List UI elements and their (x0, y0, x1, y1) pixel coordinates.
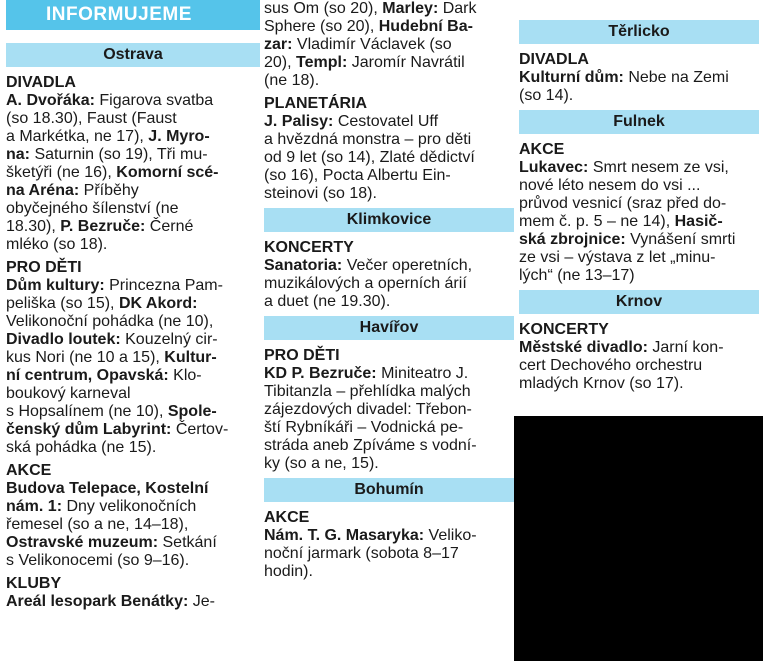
column-1 (6, 0, 260, 611)
city-heading: Havířov (264, 316, 514, 340)
listing-text: A. Dvořáka: Figarova svatba (so 18.30), Faust (Faust a Markétka, ne 17), J. Myro- na: Saturnin (so 19), Tři mu- šketýři (ne 16), Komorní scé- na Aréna: Příběhy obyčejného šílenství (ne 18.30), P. Bezruče: Černé mléko (so 18). (6, 92, 219, 253)
listing-text: Nám. T. G. Masaryka: Veliko- noční jarmark (sobota 8–17 hodin). (264, 527, 477, 580)
section-heading: KLUBY (6, 575, 62, 592)
section-heading: PRO DĚTI (264, 347, 340, 364)
listing-text: Městské divadlo: Jarní kon- cert Dechového orchestru mladých Krnov (so 17). (519, 339, 724, 392)
section-heading: KONCERTY (264, 239, 354, 256)
city-heading: Těrlicko (519, 20, 759, 44)
listing-text: Lukavec: Smrt nesem ze vsi, nové léto nesem do vsi ... průvod vesnicí (sraz před do- mem č. p. 5 – ne 14), Hasič- ská zbrojnice: Vynášení smrti ze vsi – výstava z let „minu- lých“ (ne 13–17) (519, 159, 736, 284)
listing-text: sus Om (so 20), Marley: Dark Sphere (so 20), Hudební Ba- zar: Vladimír Václavek (so 20), Templ: Jaromír Navrátil (ne 18). (264, 0, 477, 89)
col1-content (6, 43, 260, 611)
listing-text: Budova Telepace, Kostelní nám. 1: Dny velikonočních řemesel (so a ne, 14–18), Ostravské muzeum: Setkání s Velikonocemi (so 9–16). (6, 480, 217, 569)
black-area (514, 416, 763, 661)
col2-content (264, 0, 514, 581)
city-heading: Klimkovice (264, 208, 514, 232)
section-heading: KONCERTY (519, 321, 609, 338)
section-heading: AKCE (6, 462, 52, 479)
listing-text: Sanatoria: Večer operetních, muzikálových a operních árií a duet (ne 19.30). (264, 257, 473, 310)
section-heading: DIVADLA (6, 74, 76, 91)
city-heading: Fulnek (519, 110, 759, 134)
section-heading: DIVADLA (519, 51, 589, 68)
col3-content (519, 20, 759, 393)
listing-text: Areál lesopark Benátky: Je- (6, 593, 215, 610)
section-heading: PLANETÁRIA (264, 95, 368, 112)
listing-text: Kulturní dům: Nebe na Zemi (so 14). (519, 69, 729, 104)
listing-text: KD P. Bezruče: Miniteatro J. Tibitanzla – přehlídka malých zájezdových divadel: Třebon- ští Rybníkáři – Vodnická pe- stráda aneb Zpíváme s vodní- ky (so a ne, 15). (264, 365, 477, 472)
listing-text: J. Palisy: Cestovatel Uff a hvězdná monstra – pro děti od 9 let (so 14), Zlaté dědictví (so 16), Pocta Albertu Ein- steinovi (so 18). (264, 113, 475, 202)
listing-text: Dům kultury: Princezna Pam- peliška (so 15), DK Akord: Velikonoční pohádka (ne 10), Divadlo loutek: Kouzelný cir- kus Nori (ne 10 a 15), Kultur- ní centrum, Opavská: Klo- boukový karneval s Hopsalínem (ne 10), Spole- čenský dům Labyrint: Čertov- ská pohádka (ne 15). (6, 277, 229, 456)
city-heading: Krnov (519, 290, 759, 314)
section-heading: AKCE (264, 509, 310, 526)
city-heading: Bohumín (264, 478, 514, 502)
section-heading: PRO DĚTI (6, 259, 82, 276)
section-banner: INFORMUJEME (6, 0, 260, 30)
column-2 (264, 0, 514, 581)
column-3 (519, 0, 759, 393)
section-heading: AKCE (519, 141, 565, 158)
city-heading: Ostrava (6, 43, 260, 67)
